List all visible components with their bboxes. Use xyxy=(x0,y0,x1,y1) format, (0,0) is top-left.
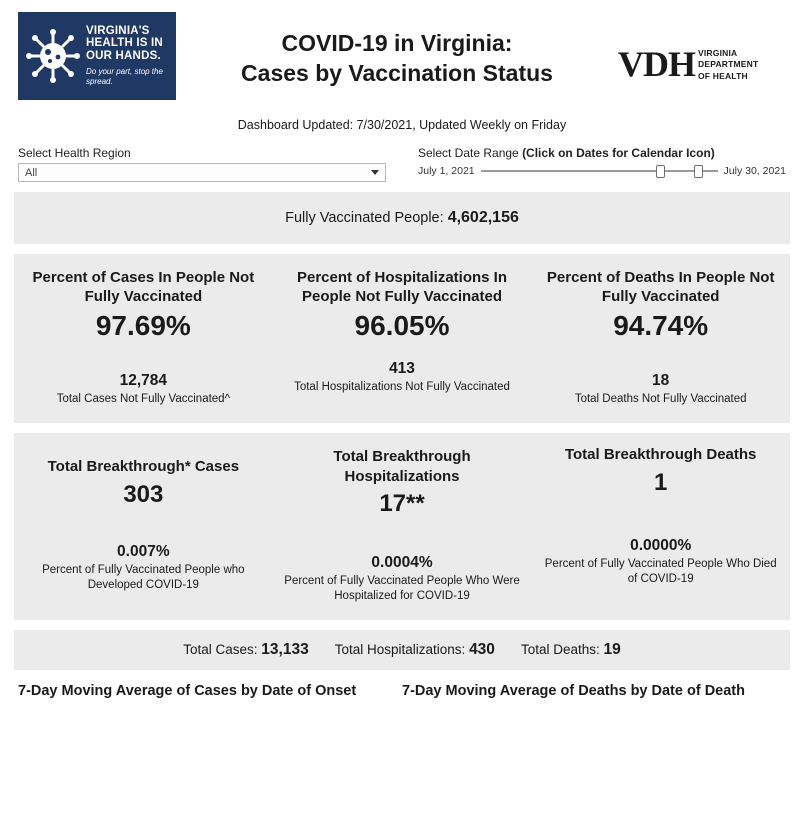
total-deaths-label: Total Deaths: xyxy=(520,642,600,658)
logo-headline: VIRGINIA'S HEALTH IS IN OUR HANDS. xyxy=(86,25,163,62)
stat-percent: 94.74% xyxy=(613,310,709,342)
stat-breakthrough-hospitalizations xyxy=(273,445,532,604)
stat-heading: Percent of Deaths In People Not Fully Vaccinated xyxy=(546,269,775,306)
stat-percent: 0.0000% xyxy=(630,536,692,554)
stat-heading: Total Breakthrough Deaths xyxy=(564,446,757,464)
stat-value: 303 xyxy=(123,480,164,508)
stat-hospitalizations-not-fully-vaccinated xyxy=(273,268,532,407)
stat-heading: Percent of Hospitalizations In People Not Fully Vaccinated xyxy=(296,269,508,306)
header xyxy=(0,0,804,112)
totals-bar xyxy=(14,630,790,670)
date-range-label-plain: Select Date Range xyxy=(418,146,523,160)
stat-count: 18 xyxy=(652,372,670,390)
fully-vaccinated-label: Fully Vaccinated People: xyxy=(285,210,444,226)
stat-count: 413 xyxy=(389,360,415,378)
stat-heading: Total Breakthrough* Cases xyxy=(47,458,240,476)
stat-value: 1 xyxy=(654,468,668,496)
date-range-end[interactable]: July 30, 2021 xyxy=(723,165,786,177)
page-title-line-2: Cases by Vaccination Status xyxy=(241,60,553,87)
page-title xyxy=(176,12,618,89)
stat-caption: Total Deaths Not Fully Vaccinated xyxy=(574,393,747,406)
stat-percent: 0.0004% xyxy=(371,553,433,571)
chart-title-deaths: 7-Day Moving Average of Deaths by Date of Death xyxy=(402,683,745,700)
vdh-agency-logo xyxy=(618,12,786,85)
fully-vaccinated-value: 4,602,156 xyxy=(447,209,519,226)
page-title-line-1: COVID-19 in Virginia: xyxy=(281,30,513,56)
slider-track[interactable] xyxy=(481,164,718,178)
stat-caption: Percent of Fully Vaccinated People who Developed COVID-19 xyxy=(42,563,245,591)
region-select-value: All xyxy=(25,166,38,179)
stat-heading: Total Breakthrough Hospitalizations xyxy=(333,448,471,485)
chart-headings xyxy=(0,670,804,701)
stat-heading: Percent of Cases In People Not Fully Vaccinated xyxy=(32,269,255,306)
region-select-label: Select Health Region xyxy=(18,146,131,160)
stat-caption: Total Cases Not Fully Vaccinated^ xyxy=(56,393,230,406)
total-cases xyxy=(183,641,308,659)
breakthrough-panel xyxy=(14,433,790,620)
stat-percent: 0.007% xyxy=(117,542,170,560)
stat-deaths-not-fully-vaccinated xyxy=(531,268,790,407)
stat-breakthrough-cases xyxy=(14,445,273,604)
stat-count: 12,784 xyxy=(119,372,168,390)
total-deaths-value: 19 xyxy=(603,641,621,659)
date-range-slider[interactable] xyxy=(418,164,786,178)
logo-tagline: Do your part, stop the spread. xyxy=(86,66,163,86)
not-fully-vaccinated-panel xyxy=(14,254,790,423)
vdh-agency-name: VIRGINIA DEPARTMENT OF HEALTH xyxy=(698,48,759,81)
slider-handle-start[interactable] xyxy=(656,165,665,178)
vdh-wordmark: VDH xyxy=(618,44,695,85)
stat-value: 17** xyxy=(379,489,425,517)
controls-bar xyxy=(0,132,804,182)
total-cases-label: Total Cases: xyxy=(183,642,258,658)
stat-breakthrough-deaths xyxy=(531,445,790,604)
date-range-label-bold: (Click on Dates for Calendar Icon) xyxy=(522,146,715,160)
dashboard-updated-text: Dashboard Updated: 7/30/2021, Updated Weekly on Friday xyxy=(237,118,567,132)
region-select[interactable] xyxy=(18,163,386,182)
total-hospitalizations xyxy=(335,641,495,659)
stat-caption: Percent of Fully Vaccinated People Who Were Hospitalized for COVID-19 xyxy=(284,574,520,602)
total-hospitalizations-value: 430 xyxy=(469,641,495,659)
stat-cases-not-fully-vaccinated xyxy=(14,268,273,407)
chart-title-cases: 7-Day Moving Average of Cases by Date of Onset xyxy=(18,683,357,700)
stat-percent: 97.69% xyxy=(95,310,191,342)
total-deaths xyxy=(521,641,621,659)
total-hospitalizations-label: Total Hospitalizations: xyxy=(334,642,466,658)
stat-caption: Percent of Fully Vaccinated People Who Died of COVID-19 xyxy=(544,557,777,585)
slider-line xyxy=(481,170,718,172)
slider-handle-end[interactable] xyxy=(694,165,703,178)
total-cases-value: 13,133 xyxy=(261,641,309,659)
coronavirus-icon xyxy=(26,29,80,83)
chevron-down-icon[interactable] xyxy=(371,170,379,175)
stat-caption: Total Hospitalizations Not Fully Vaccinated xyxy=(294,381,510,394)
fully-vaccinated-banner xyxy=(14,192,790,244)
vdh-campaign-logo xyxy=(18,12,176,100)
date-range-start[interactable]: July 1, 2021 xyxy=(418,165,475,177)
date-range-label xyxy=(418,146,786,160)
stat-percent: 96.05% xyxy=(354,310,450,342)
